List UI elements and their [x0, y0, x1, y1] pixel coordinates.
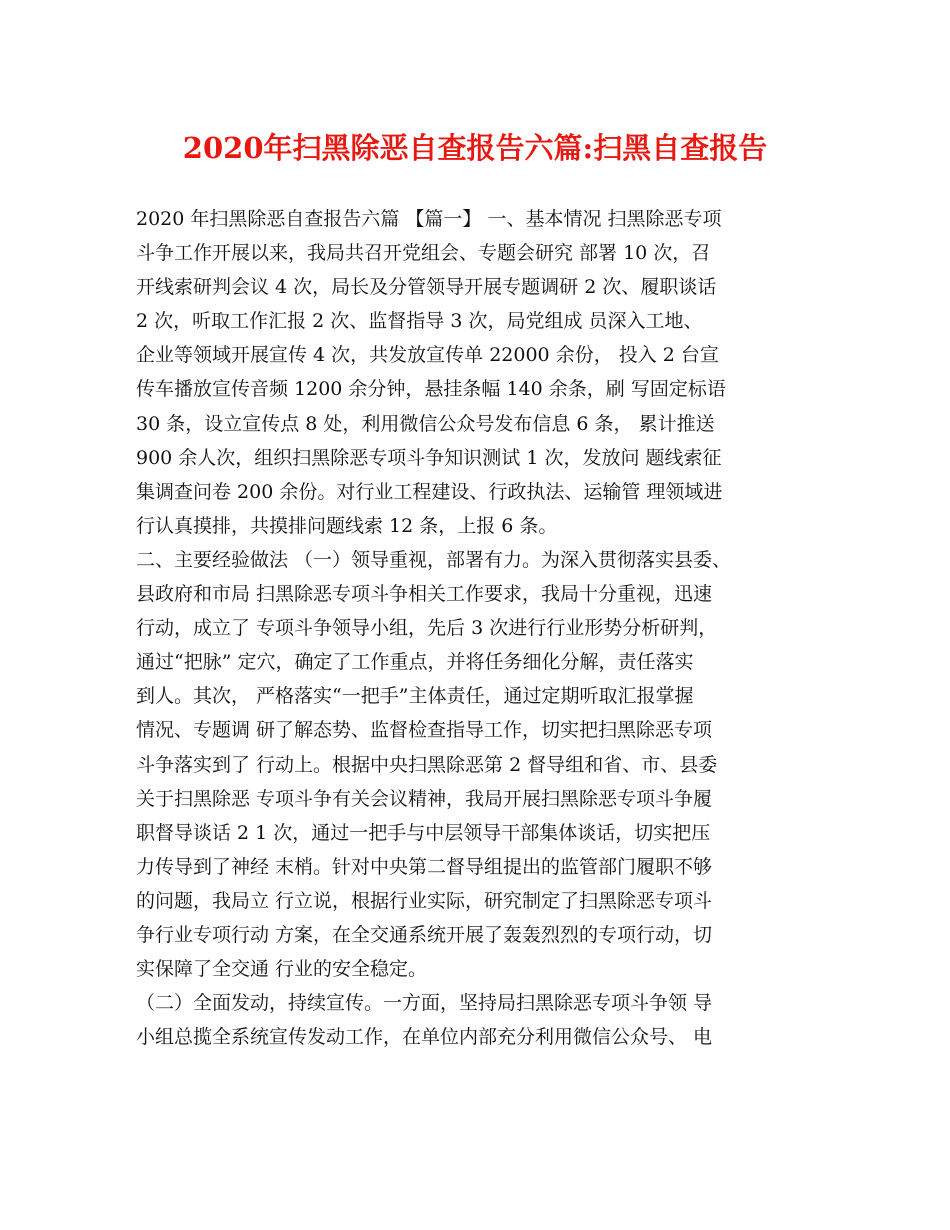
- body-line: 开线索研判会议 4 次，局长及分管领导开展专题调研 2 次、履职谈话: [136, 276, 717, 299]
- body-line: 职督导谈话 2 1 次，通过一把手与中层领导干部集体谈话，切实把压: [136, 821, 711, 844]
- body-line: 的问题，我局立 行立说，根据行业实际，研究制定了扫黑除恶专项斗: [136, 889, 713, 912]
- body-line: （二）全面发动，持续宣传。一方面，坚持局扫黑除恶专项斗争领 导: [136, 992, 713, 1015]
- body-line: 通过“把脉” 定穴，确定了工作重点，并将任务细化分解，责任落实: [136, 651, 694, 674]
- body-line: 力传导到了神经 末梢。针对中央第二督导组提出的监管部门履职不够: [136, 855, 713, 878]
- document-body: [136, 202, 826, 1054]
- body-line: 行认真摸排，共摸排问题线索 12 条，上报 6 条。: [136, 514, 558, 537]
- body-line: 900 余人次，组织扫黑除恶专项斗争知识测试 1 次，发放问 题线索征: [136, 446, 722, 469]
- body-line: 30 条，设立宣传点 8 处，利用微信公众号发布信息 6 条， 累计推送: [136, 412, 715, 435]
- body-line: 斗争落实到了 行动上。根据中央扫黑除恶第 2 督导组和省、市、县委: [136, 753, 718, 776]
- body-line: 斗争工作开展以来，我局共召开党组会、专题会研究 部署 10 次，召: [136, 242, 711, 265]
- body-line: 传车播放宣传音频 1200 余分钟，悬挂条幅 140 余条，刷 写固定标语: [136, 378, 726, 401]
- body-line: 情况、专题调 研了解态势、监督检查指导工作，切实把扫黑除恶专项: [136, 719, 713, 742]
- body-line: 实保障了全交通 行业的安全稳定。: [136, 958, 428, 981]
- body-line: 小组总揽全系统宣传发动工作，在单位内部充分利用微信公众号、 电: [136, 1026, 713, 1049]
- body-line: 争行业专项行动 方案，在全交通系统开展了轰轰烈烈的专项行动，切: [136, 923, 713, 946]
- body-line: 关于扫黑除恶 专项斗争有关会议精神，我局开展扫黑除恶专项斗争履: [136, 787, 713, 810]
- body-line: 2 次，听取工作汇报 2 次、监督指导 3 次，局党组成 员深入工地、: [136, 310, 703, 333]
- body-line: 企业等领域开展宣传 4 次，共发放宣传单 22000 余份， 投入 2 台宣: [136, 344, 719, 367]
- body-line: 二、主要经验做法 （一）领导重视，部署有力。为深入贯彻落实县委、: [136, 548, 732, 571]
- document-title: 2020年扫黑除恶自查报告六篇:扫黑自查报告: [182, 131, 768, 165]
- body-line: 行动，成立了 专项斗争领导小组，先后 3 次进行行业形势分析研判，: [136, 617, 718, 640]
- body-line: 2020 年扫黑除恶自查报告六篇 【篇一】 一、基本情况 扫黑除恶专项: [136, 208, 722, 230]
- body-line: 县政府和市局 扫黑除恶专项斗争相关工作要求，我局十分重视，迅速: [136, 583, 713, 606]
- body-line: 集调查问卷 200 余份。对行业工程建设、行政执法、运输管 理领域进: [136, 480, 723, 503]
- body-line: 到人。其次， 严格落实“一把手”主体责任，通过定期听取汇报掌握: [136, 685, 694, 708]
